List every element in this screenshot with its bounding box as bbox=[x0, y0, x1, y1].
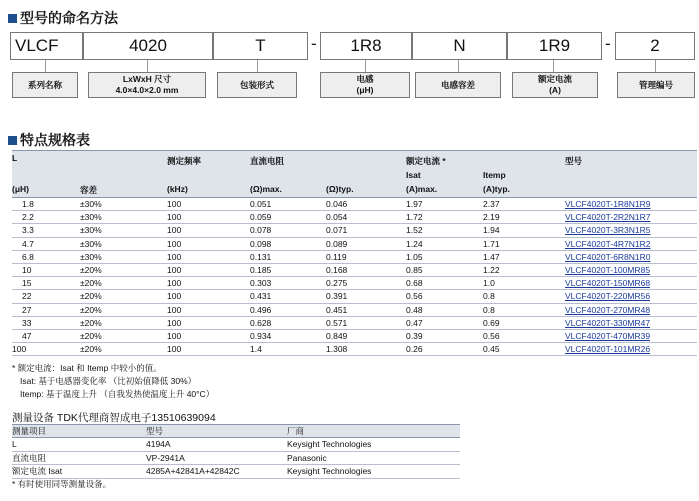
code-rated-current: 1R9 bbox=[507, 32, 602, 60]
col-l: L bbox=[12, 153, 18, 163]
spec-section-title bbox=[8, 130, 90, 150]
cell-inductance: 33 bbox=[22, 317, 32, 328]
cell-tolerance: ±20% bbox=[80, 344, 102, 355]
cell-part-number-link[interactable]: VLCF4020T-2R2N1R7 bbox=[565, 212, 651, 223]
cell-frequency: 100 bbox=[167, 304, 182, 315]
cell-isat: 0.47 bbox=[406, 317, 423, 328]
cell-part-number-link[interactable]: VLCF4020T-330MR47 bbox=[565, 317, 651, 328]
table-row bbox=[12, 438, 460, 452]
label-inductance bbox=[320, 72, 410, 98]
cell-inductance: 15 bbox=[22, 278, 32, 289]
cell-dcr-max: 0.059 bbox=[250, 212, 272, 223]
measure-cell-item: 额定电流 Isat bbox=[12, 466, 63, 476]
cell-frequency: 100 bbox=[167, 330, 182, 341]
connector-line bbox=[257, 60, 258, 72]
table-row bbox=[12, 224, 697, 237]
cell-part-number-link[interactable]: VLCF4020T-6R8N1R0 bbox=[565, 251, 651, 262]
cell-frequency: 100 bbox=[167, 344, 182, 355]
cell-itemp: 1.22 bbox=[483, 264, 500, 275]
measure-cell-maker: Keysight Technologies bbox=[287, 466, 372, 476]
table-row bbox=[12, 343, 697, 356]
cell-dcr-max: 0.078 bbox=[250, 225, 272, 236]
table-row bbox=[12, 277, 697, 290]
spec-table-header bbox=[12, 150, 697, 198]
cell-itemp: 0.69 bbox=[483, 317, 500, 328]
cell-part-number-link[interactable]: VLCF4020T-150MR68 bbox=[565, 278, 651, 289]
cell-tolerance: ±30% bbox=[80, 199, 102, 209]
cell-part-number-link[interactable]: VLCF4020T-100MR85 bbox=[565, 264, 651, 275]
cell-isat: 1.72 bbox=[406, 212, 423, 223]
cell-part-number-link[interactable]: VLCF4020T-101MR26 bbox=[565, 344, 651, 355]
cell-dcr-max: 0.051 bbox=[250, 199, 272, 209]
label-size-text: LxWxH 尺寸 bbox=[122, 74, 172, 84]
cell-dcr-max: 1.4 bbox=[250, 344, 262, 355]
label-rated-current-text: 额定电流 bbox=[537, 74, 572, 84]
spec-table bbox=[12, 150, 697, 356]
cell-itemp: 0.45 bbox=[483, 344, 500, 355]
col-itemp: Itemp bbox=[483, 170, 506, 180]
table-row bbox=[12, 198, 697, 211]
cell-frequency: 100 bbox=[167, 317, 182, 328]
cell-inductance: 22 bbox=[22, 291, 32, 302]
col-dcr: 直流电阻 bbox=[250, 156, 285, 166]
cell-tolerance: ±20% bbox=[80, 278, 102, 289]
code-dash-1: - bbox=[311, 34, 317, 53]
cell-tolerance: ±30% bbox=[80, 251, 102, 262]
measure-cell-model: VP-2941A bbox=[146, 452, 185, 463]
label-series bbox=[12, 72, 78, 98]
label-size bbox=[88, 72, 206, 98]
note-itemp: Itemp: 基于温度上升 （自我发热使温度上升 40°C） bbox=[20, 389, 215, 399]
col-isat: Isat bbox=[406, 170, 421, 180]
table-row bbox=[12, 304, 697, 317]
connector-line bbox=[553, 60, 554, 72]
cell-inductance: 47 bbox=[22, 330, 32, 341]
cell-tolerance: ±30% bbox=[80, 225, 102, 236]
cell-inductance: 100 bbox=[12, 344, 27, 355]
cell-itemp: 1.71 bbox=[483, 238, 500, 249]
cell-part-number-link[interactable]: VLCF4020T-270MR48 bbox=[565, 304, 651, 315]
table-row bbox=[12, 452, 460, 466]
cell-isat: 1.97 bbox=[406, 199, 423, 209]
cell-itemp: 1.0 bbox=[483, 278, 495, 289]
connector-line bbox=[655, 60, 656, 72]
table-row bbox=[12, 238, 697, 251]
code-control-number: 2 bbox=[615, 32, 695, 60]
label-control-number bbox=[617, 72, 695, 98]
code-packaging: T bbox=[213, 32, 308, 60]
measure-title: 测量设备 TDK代理商智成电子13510639094 bbox=[12, 412, 216, 424]
label-rated-current bbox=[512, 72, 598, 98]
note-rated-current: * 额定电流：Isat 和 Itemp 中较小的值。 bbox=[12, 363, 162, 373]
cell-frequency: 100 bbox=[167, 225, 182, 236]
cell-dcr-max: 0.098 bbox=[250, 238, 272, 249]
col-isat-unit: (A)max. bbox=[406, 184, 438, 194]
cell-isat: 0.48 bbox=[406, 304, 423, 315]
cell-isat: 0.85 bbox=[406, 264, 423, 275]
cell-dcr-max: 0.431 bbox=[250, 291, 272, 302]
cell-part-number-link[interactable]: VLCF4020T-4R7N1R2 bbox=[565, 238, 651, 249]
cell-dcr-max: 0.131 bbox=[250, 251, 272, 262]
cell-dcr-typ: 0.571 bbox=[326, 317, 348, 328]
label-size-sub: 4.0×4.0×2.0 mm bbox=[115, 85, 179, 95]
cell-isat: 0.68 bbox=[406, 278, 423, 289]
cell-dcr-typ: 0.168 bbox=[326, 264, 348, 275]
cell-isat: 1.24 bbox=[406, 238, 423, 249]
table-row bbox=[12, 330, 697, 343]
cell-dcr-typ: 0.391 bbox=[326, 291, 348, 302]
cell-tolerance: ±20% bbox=[80, 264, 102, 275]
cell-inductance: 3.3 bbox=[22, 225, 34, 236]
cell-inductance: 2.2 bbox=[22, 212, 34, 223]
cell-inductance: 10 bbox=[22, 264, 32, 275]
col-tolerance: 容差 bbox=[80, 185, 98, 195]
section-square-icon bbox=[8, 136, 17, 145]
cell-inductance: 4.7 bbox=[22, 238, 34, 249]
measure-col-model: 型号 bbox=[146, 426, 164, 436]
connector-line bbox=[147, 60, 148, 72]
cell-frequency: 100 bbox=[167, 264, 182, 275]
cell-frequency: 100 bbox=[167, 212, 182, 223]
table-row bbox=[12, 465, 460, 479]
connector-line bbox=[458, 60, 459, 72]
cell-isat: 0.26 bbox=[406, 344, 423, 355]
cell-itemp: 2.19 bbox=[483, 212, 500, 223]
col-rated-current: 额定电流 * bbox=[406, 156, 446, 166]
cell-dcr-typ: 0.275 bbox=[326, 278, 348, 289]
label-inductance-text: 电感 bbox=[356, 74, 374, 84]
table-row bbox=[12, 290, 697, 303]
cell-isat: 0.39 bbox=[406, 330, 423, 341]
spec-table-body bbox=[12, 198, 697, 356]
cell-part-number-link[interactable]: VLCF4020T-3R3N1R5 bbox=[565, 225, 651, 236]
cell-dcr-max: 0.628 bbox=[250, 317, 272, 328]
measure-col-maker: 厂商 bbox=[287, 426, 305, 436]
connector-line bbox=[45, 60, 46, 72]
measure-col-item: 测量项目 bbox=[12, 426, 47, 436]
code-dash-2: - bbox=[605, 34, 611, 53]
label-tolerance-text: 电感容差 bbox=[440, 79, 475, 90]
col-dcr-typ: (Ω)typ. bbox=[326, 184, 354, 194]
cell-inductance: 27 bbox=[22, 304, 32, 315]
cell-itemp: 0.8 bbox=[483, 304, 495, 315]
measure-table-header bbox=[12, 424, 460, 438]
cell-dcr-typ: 0.089 bbox=[326, 238, 348, 249]
section-square-icon bbox=[8, 14, 17, 23]
cell-frequency: 100 bbox=[167, 238, 182, 249]
cell-isat: 1.52 bbox=[406, 225, 423, 236]
col-frequency: 测定频率 bbox=[167, 156, 202, 166]
cell-itemp: 0.8 bbox=[483, 291, 495, 302]
naming-title: 型号的命名方法 bbox=[20, 10, 118, 26]
connector-line bbox=[365, 60, 366, 72]
cell-dcr-max: 0.496 bbox=[250, 304, 272, 315]
cell-tolerance: ±20% bbox=[80, 304, 102, 315]
measure-footnote: * 有时使用同等测量设备。 bbox=[12, 479, 112, 489]
label-inductance-sub: (μH) bbox=[356, 85, 374, 95]
cell-tolerance: ±20% bbox=[80, 330, 102, 341]
cell-itemp: 0.56 bbox=[483, 330, 500, 341]
cell-tolerance: ±20% bbox=[80, 291, 102, 302]
cell-dcr-typ: 0.054 bbox=[326, 212, 348, 223]
cell-dcr-typ: 0.119 bbox=[326, 251, 347, 262]
cell-tolerance: ±20% bbox=[80, 317, 102, 328]
label-rated-current-sub: (A) bbox=[549, 85, 561, 95]
table-row bbox=[12, 317, 697, 330]
measure-cell-maker: Panasonic bbox=[287, 452, 327, 463]
cell-inductance: 6.8 bbox=[22, 251, 34, 262]
measure-cell-maker: Keysight Technologies bbox=[287, 439, 372, 449]
cell-isat: 0.56 bbox=[406, 291, 423, 302]
cell-inductance: 1.8 bbox=[22, 199, 34, 209]
label-series-text: 系列名称 bbox=[27, 79, 62, 90]
cell-dcr-typ: 0.071 bbox=[326, 225, 348, 236]
cell-itemp: 1.47 bbox=[483, 251, 500, 262]
col-frequency-unit: (kHz) bbox=[167, 184, 188, 194]
measure-table bbox=[12, 424, 460, 479]
cell-dcr-typ: 0.849 bbox=[326, 330, 348, 341]
cell-part-number-link[interactable]: VLCF4020T-1R8N1R9 bbox=[565, 199, 651, 209]
label-packaging bbox=[217, 72, 297, 98]
label-packaging-text: 包装形式 bbox=[239, 79, 274, 90]
cell-part-number-link[interactable]: VLCF4020T-220MR56 bbox=[565, 291, 651, 302]
table-row bbox=[12, 211, 697, 224]
label-tolerance bbox=[415, 72, 501, 98]
cell-dcr-typ: 1.308 bbox=[326, 344, 348, 355]
table-row bbox=[12, 264, 697, 277]
measure-table-body bbox=[12, 438, 460, 479]
table-row bbox=[12, 251, 697, 264]
note-isat: Isat: 基于电感器变化率 （比初始值降低 30%） bbox=[20, 376, 197, 386]
cell-dcr-max: 0.934 bbox=[250, 330, 272, 341]
label-control-number-text: 管理编号 bbox=[638, 79, 673, 90]
spec-title: 特点规格表 bbox=[20, 132, 90, 148]
cell-itemp: 2.37 bbox=[483, 199, 500, 209]
measure-cell-model: 4285A+42841A+42842C bbox=[146, 466, 240, 476]
cell-tolerance: ±30% bbox=[80, 238, 102, 249]
col-part-number: 型号 bbox=[565, 156, 583, 166]
cell-frequency: 100 bbox=[167, 278, 182, 289]
cell-dcr-max: 0.185 bbox=[250, 264, 272, 275]
cell-itemp: 1.94 bbox=[483, 225, 500, 236]
naming-section-title bbox=[8, 8, 118, 28]
cell-frequency: 100 bbox=[167, 291, 182, 302]
cell-tolerance: ±30% bbox=[80, 212, 102, 223]
col-dcr-max: (Ω)max. bbox=[250, 184, 282, 194]
cell-frequency: 100 bbox=[167, 199, 182, 209]
code-size: 4020 bbox=[83, 32, 213, 60]
measure-cell-item: L bbox=[12, 439, 17, 449]
code-series: VLCF bbox=[10, 32, 83, 60]
code-inductance: 1R8 bbox=[320, 32, 412, 60]
cell-part-number-link[interactable]: VLCF4020T-470MR39 bbox=[565, 330, 651, 341]
cell-dcr-typ: 0.451 bbox=[326, 304, 348, 315]
cell-isat: 1.05 bbox=[406, 251, 423, 262]
cell-frequency: 100 bbox=[167, 251, 182, 262]
measure-cell-item: 直流电阻 bbox=[12, 452, 47, 463]
cell-dcr-max: 0.303 bbox=[250, 278, 272, 289]
measure-cell-model: 4194A bbox=[146, 439, 171, 449]
col-itemp-unit: (A)typ. bbox=[483, 184, 510, 194]
col-l-unit: (μH) bbox=[12, 184, 29, 194]
code-tolerance: N bbox=[412, 32, 507, 60]
cell-dcr-typ: 0.046 bbox=[326, 199, 348, 209]
